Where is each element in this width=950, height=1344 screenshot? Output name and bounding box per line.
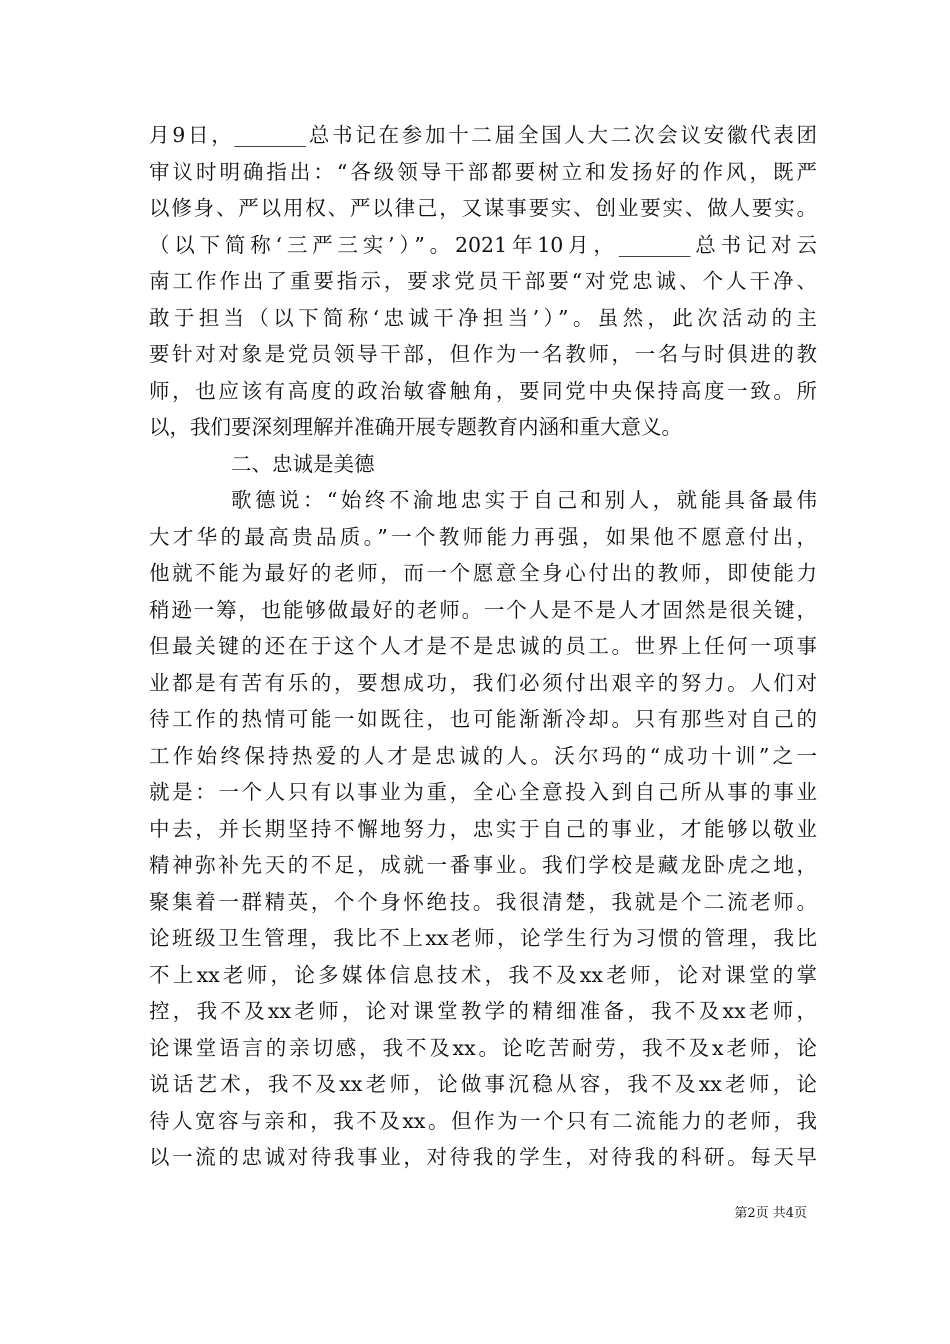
- paragraph-line: 歌德说：“始终不渝地忠实于自己和别人，就能具备最伟: [231, 488, 817, 512]
- paragraph-line: 稍逊一筹，也能够做最好的老师。一个人是不是人才固然是很关键，: [149, 597, 817, 622]
- paragraph-line: 南工作作出了重要指示，要求党员干部要“对党忠诚、个人干净、: [149, 269, 817, 293]
- paragraph-line: （以下简称‘三严三实’）”。2021年10月，_______总书记对云: [149, 232, 817, 257]
- paragraph-line: 以一流的忠诚对待我事业，对待我的学生，对待我的科研。每天早: [149, 1145, 817, 1169]
- paragraph-line: 大才华的最高贵品质。”一个教师能力再强，如果他不愿意付出，: [149, 524, 817, 549]
- paragraph-line: 论课堂语言的亲切感，我不及xx。论吃苦耐劳，我不及x老师，论: [149, 1035, 817, 1060]
- section-heading: 二、忠诚是美德: [231, 451, 375, 476]
- paragraph-line: 控，我不及xx老师，论对课堂教学的精细准备，我不及xx老师，: [149, 999, 817, 1023]
- paragraph-line: 说话艺术，我不及xx老师，论做事沉稳从容，我不及xx老师，论: [149, 1072, 817, 1096]
- paragraph-line: 以，我们要深刻理解并准确开展专题教育内涵和重大意义。: [149, 415, 682, 439]
- paragraph-line: 师，也应该有高度的政治敏睿触角，要同党中央保持高度一致。所: [149, 378, 817, 403]
- paragraph-line: 工作始终保持热爱的人才是忠诚的人。沃尔玛的“成功十训”之一: [149, 743, 817, 768]
- paragraph-line: 审议时明确指出：“各级领导干部都要树立和发扬好的作风，既严: [149, 159, 817, 184]
- paragraph-line: 他就不能为最好的老师，而一个愿意全身心付出的教师，即使能力: [149, 561, 817, 585]
- body-text: [149, 117, 817, 1176]
- paragraph-line: 论班级卫生管理，我比不上xx老师，论学生行为习惯的管理，我比: [149, 926, 817, 950]
- paragraph-line: 中去，并长期坚持不懈地努力，忠实于自己的事业，才能够以敬业: [149, 816, 817, 841]
- paragraph-line: 待工作的热情可能一如既往，也可能渐渐冷却。只有那些对自己的: [149, 707, 817, 731]
- paragraph-line: 就是：一个人只有以事业为重，全心全意投入到自己所从事的事业: [149, 780, 817, 804]
- paragraph-line: 要针对对象是党员领导干部，但作为一名教师，一名与时俱进的教: [149, 342, 817, 366]
- page-footer: 第2页 共4页: [734, 1206, 807, 1221]
- paragraph-line: 聚集着一群精英，个个身怀绝技。我很清楚，我就是个二流老师。: [149, 889, 817, 914]
- paragraph-line: 待人宽容与亲和，我不及xx。但作为一个只有二流能力的老师，我: [149, 1108, 817, 1133]
- paragraph-line: 不上xx老师，论多媒体信息技术，我不及xx老师，论对课堂的掌: [149, 962, 817, 987]
- paragraph-line: 精神弥补先天的不足，成就一番事业。我们学校是藏龙卧虎之地，: [149, 853, 817, 877]
- paragraph-line: 业都是有苦有乐的，要想成功，我们必须付出艰辛的努力。人们对: [149, 670, 817, 695]
- paragraph-line: 敢于担当（以下简称‘忠诚干净担当’）”。虽然，此次活动的主: [149, 305, 817, 330]
- paragraph-line: 月9日，_______总书记在参加十二届全国人大二次会议安徽代表团: [149, 123, 817, 147]
- paragraph-line: 但最关键的还在于这个人才是不是忠诚的员工。世界上任何一项事: [149, 634, 817, 658]
- paragraph-line: 以修身、严以用权、严以律己，又谋事要实、创业要实、做人要实。: [149, 196, 817, 220]
